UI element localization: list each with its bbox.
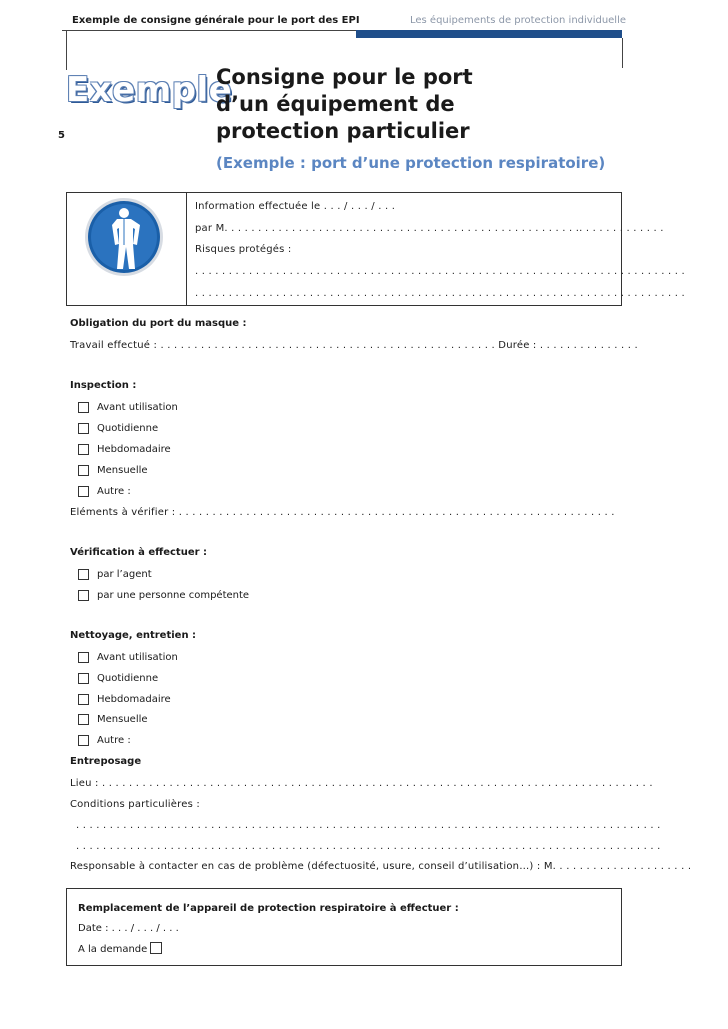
document-subtitle: (Exemple : port d’une protection respiratoire) <box>216 154 606 172</box>
remplacement-title: Remplacement de l’appareil de protection respiratoire à effectuer : <box>78 903 459 914</box>
conditions-dots-1: . . . . . . . . . . . . . . . . . . . . . . . . . . . . . . . . . . . . . . . . . . . . . . . . . . . . . . . . . . . . . . . . . . . . . . . . . . . . . . . . . . . . . . . <box>76 820 661 831</box>
checkbox[interactable] <box>78 569 89 580</box>
checkbox[interactable] <box>150 942 162 954</box>
verification-title: Vérification à effectuer : <box>70 547 208 558</box>
header-right-title: Les équipements de protection individuelle <box>410 15 627 26</box>
header-left-title: Exemple de consigne générale pour le port des EPI <box>72 15 360 26</box>
remplacement-date-field: Date : . . . / . . . / . . . <box>78 923 179 934</box>
info-date-line: Information effectuée le . . . / . . . / . . . <box>195 201 396 212</box>
checkbox[interactable] <box>78 423 89 434</box>
inspection-option[interactable]: Avant utilisation <box>78 400 178 414</box>
nettoyage-title: Nettoyage, entretien : <box>70 630 197 641</box>
title-line-2: d’un équipement de <box>216 92 455 116</box>
a-la-demande-option[interactable]: A la demande <box>78 942 162 955</box>
checkbox[interactable] <box>78 486 89 497</box>
info-box-divider <box>186 192 187 306</box>
exemple-logo: Exemple <box>66 70 233 110</box>
checkbox[interactable] <box>78 673 89 684</box>
header-right-vertical-line <box>622 38 623 68</box>
travail-effectue-field: Travail effectué : . . . . . . . . . . . . . . . . . . . . . . . . . . . . . . . . . . . . . . . . . . . . . . . . . . Durée : . . . . . . . . . . . . . . . <box>70 340 638 351</box>
nettoyage-option[interactable]: Quotidienne <box>78 671 158 685</box>
conditions-label: Conditions particulières : <box>70 799 200 810</box>
verification-option[interactable]: par l’agent <box>78 567 152 581</box>
title-line-1: Consigne pour le port <box>216 65 473 89</box>
header-accent-bar <box>356 30 622 38</box>
entreposage-title: Entreposage <box>70 756 142 767</box>
page-number: 5 <box>58 130 65 141</box>
checkbox[interactable] <box>78 694 89 705</box>
info-dots-line-2: . . . . . . . . . . . . . . . . . . . . . . . . . . . . . . . . . . . . . . . . . . . . . . . . . . . . . . . . . . . . . . . . . . . . . . . . . <box>195 288 685 299</box>
inspection-option[interactable]: Hebdomadaire <box>78 442 171 456</box>
nettoyage-option[interactable]: Autre : <box>78 733 131 747</box>
info-dots-line-1: . . . . . . . . . . . . . . . . . . . . . . . . . . . . . . . . . . . . . . . . . . . . . . . . . . . . . . . . . . . . . . . . . . . . . . . . . <box>195 266 685 277</box>
checkbox[interactable] <box>78 402 89 413</box>
title-line-3: protection particulier <box>216 119 470 143</box>
checkbox[interactable] <box>78 590 89 601</box>
conditions-dots-2: . . . . . . . . . . . . . . . . . . . . . . . . . . . . . . . . . . . . . . . . . . . . . . . . . . . . . . . . . . . . . . . . . . . . . . . . . . . . . . . . . . . . . . . <box>76 841 661 852</box>
obligation-title: Obligation du port du masque : <box>70 318 247 329</box>
nettoyage-option[interactable]: Mensuelle <box>78 712 148 726</box>
responsable-field: Responsable à contacter en cas de problème (défectuosité, usure, conseil d’utilisation…) : M. . . . . . . . . . . . . . . . . . . . . <box>70 861 692 872</box>
checkbox[interactable] <box>78 444 89 455</box>
info-risques-label: Risques protégés : <box>195 244 292 255</box>
inspection-option[interactable]: Mensuelle <box>78 463 148 477</box>
checkbox[interactable] <box>78 465 89 476</box>
lieu-field: Lieu : . . . . . . . . . . . . . . . . . . . . . . . . . . . . . . . . . . . . . . . . . . . . . . . . . . . . . . . . . . . . . . . . . . . . . . . . . . . . . . . . . . <box>70 778 653 789</box>
checkbox[interactable] <box>78 652 89 663</box>
checkbox[interactable] <box>78 714 89 725</box>
inspection-title: Inspection : <box>70 380 137 391</box>
inspection-option[interactable]: Quotidienne <box>78 421 158 435</box>
protective-suit-icon <box>84 197 164 277</box>
nettoyage-option[interactable]: Hebdomadaire <box>78 692 171 706</box>
header-left-vertical-line <box>66 30 67 70</box>
info-par-line: par M. . . . . . . . . . . . . . . . . . . . . . . . . . . . . . . . . . . . . . . . . . . . . . . . . . . . .. . . . . . . . . . . . . <box>195 223 664 234</box>
nettoyage-option[interactable]: Avant utilisation <box>78 650 178 664</box>
verification-option[interactable]: par une personne compétente <box>78 588 249 602</box>
document-title <box>216 64 616 145</box>
checkbox[interactable] <box>78 735 89 746</box>
inspection-option[interactable]: Autre : <box>78 484 131 498</box>
elements-a-verifier-field: Eléments à vérifier : . . . . . . . . . . . . . . . . . . . . . . . . . . . . . . . . . . . . . . . . . . . . . . . . . . . . . . . . . . . . . . . . . <box>70 507 615 518</box>
